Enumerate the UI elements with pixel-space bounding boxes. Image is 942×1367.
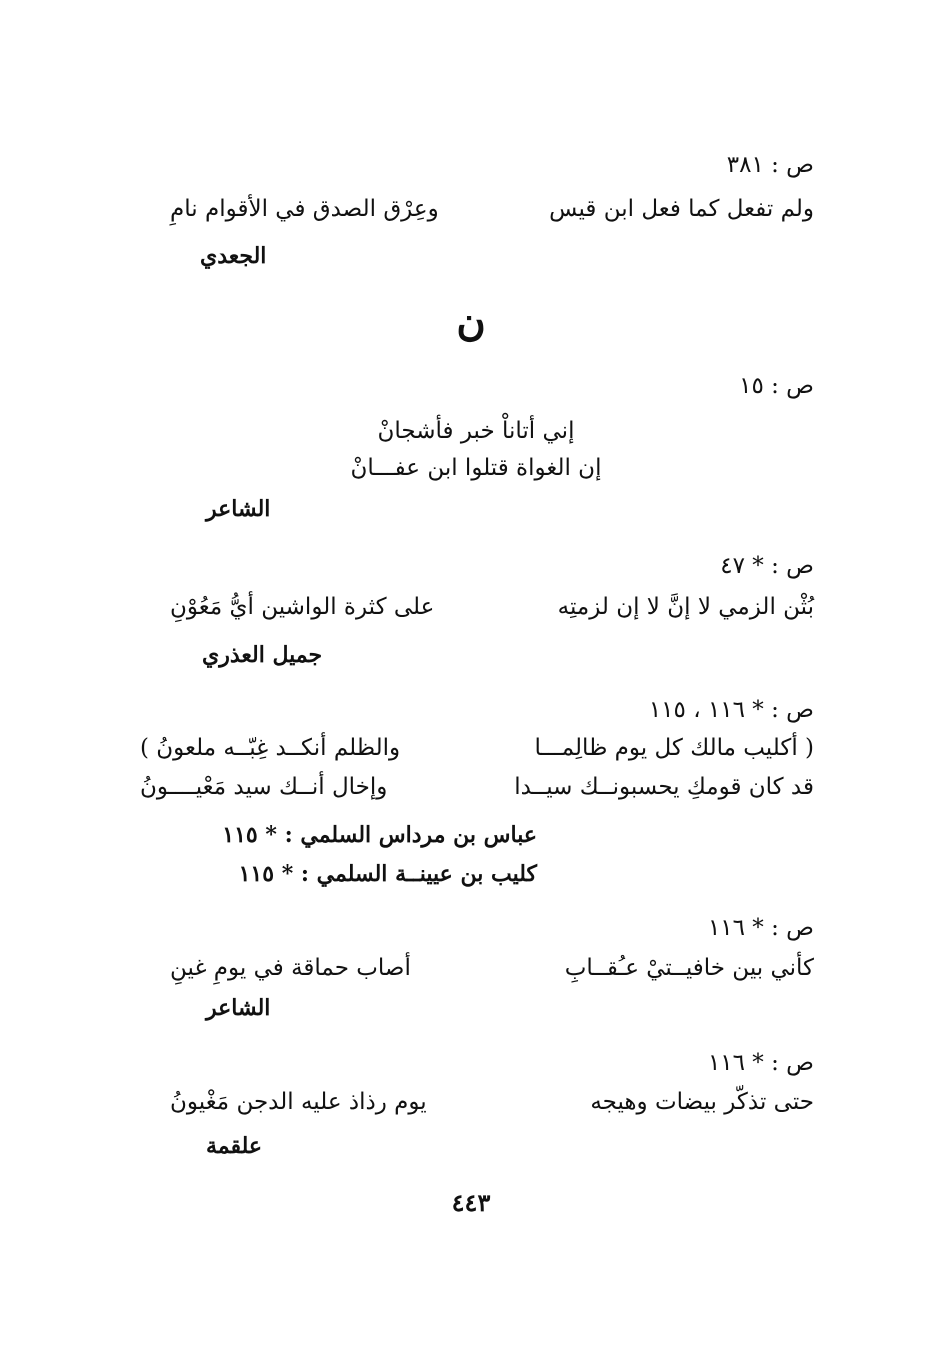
- verse-line: [140, 735, 814, 761]
- poet-name: جميل العذري: [202, 642, 323, 668]
- verse-first-hemistich: ( أكليب مالك كل يوم ظالِمـــا: [534, 735, 814, 761]
- verse-line: إني أتاناْ خبر فأشجانْ: [377, 418, 575, 444]
- poet-name: الجعدي: [200, 243, 267, 269]
- page-reference: ص : ٣٨١: [726, 152, 814, 178]
- page-reference: ص : ١٥: [739, 373, 814, 399]
- page-reference: ص : * ١١٦: [707, 1050, 814, 1076]
- verse-second-hemistich: والظلم أنكــد غِبّــه ملعونُ ): [140, 735, 401, 761]
- poet-attribution: كليب بن عيينــة السلمي : * ١١٥: [238, 861, 537, 887]
- verse-line: [170, 1089, 814, 1115]
- poet-name: الشاعر: [206, 496, 271, 522]
- verse-line: [140, 774, 814, 800]
- verse-first-hemistich: بُثْن الزمي لا إنَّ لا إن لزمتِه: [557, 594, 814, 620]
- poet-attribution: عباس بن مرداس السلمي : * ١١٥: [222, 822, 537, 848]
- verse-first-hemistich: قد كان قومكِ يحسبونــك سيــدا: [514, 774, 814, 800]
- verse-second-hemistich: وإخال أنــك سيد مَعْيــــونُ: [140, 774, 388, 800]
- page-reference: ص : * ١١٦ ، ١١٥: [648, 697, 814, 723]
- verse-line: [170, 955, 814, 981]
- poet-name: الشاعر: [206, 995, 271, 1021]
- page-reference: ص : * ١١٦: [707, 915, 814, 941]
- verse-second-hemistich: أصاب حماقة في يومِ غينِ: [170, 955, 411, 981]
- page-reference: ص : * ٤٧: [720, 553, 814, 579]
- verse-first-hemistich: حتى تذكّر بيضات وهيجه: [590, 1089, 814, 1115]
- verse-line: [170, 594, 814, 620]
- poet-name: علقمة: [206, 1133, 263, 1159]
- verse-second-hemistich: وعِرْق الصدق في الأقوام نامِ: [170, 196, 439, 222]
- section-letter: ن: [456, 298, 486, 345]
- verse-line: إن الغواة قتلوا ابن عفـــانْ: [350, 455, 602, 481]
- verse-first-hemistich: كأني بين خافيــتيْ عـُقــابِ: [564, 955, 814, 981]
- verse-second-hemistich: يوم رذاذ عليه الدجن مَغْيونُ: [170, 1089, 427, 1115]
- page-number: ٤٤٣: [451, 1188, 491, 1217]
- verse-first-hemistich: ولم تفعل كما فعل ابن قيس: [549, 196, 814, 222]
- verse-line: [170, 196, 814, 222]
- verse-second-hemistich: على كثرة الواشين أيُّ مَعُوْنِ: [170, 594, 435, 620]
